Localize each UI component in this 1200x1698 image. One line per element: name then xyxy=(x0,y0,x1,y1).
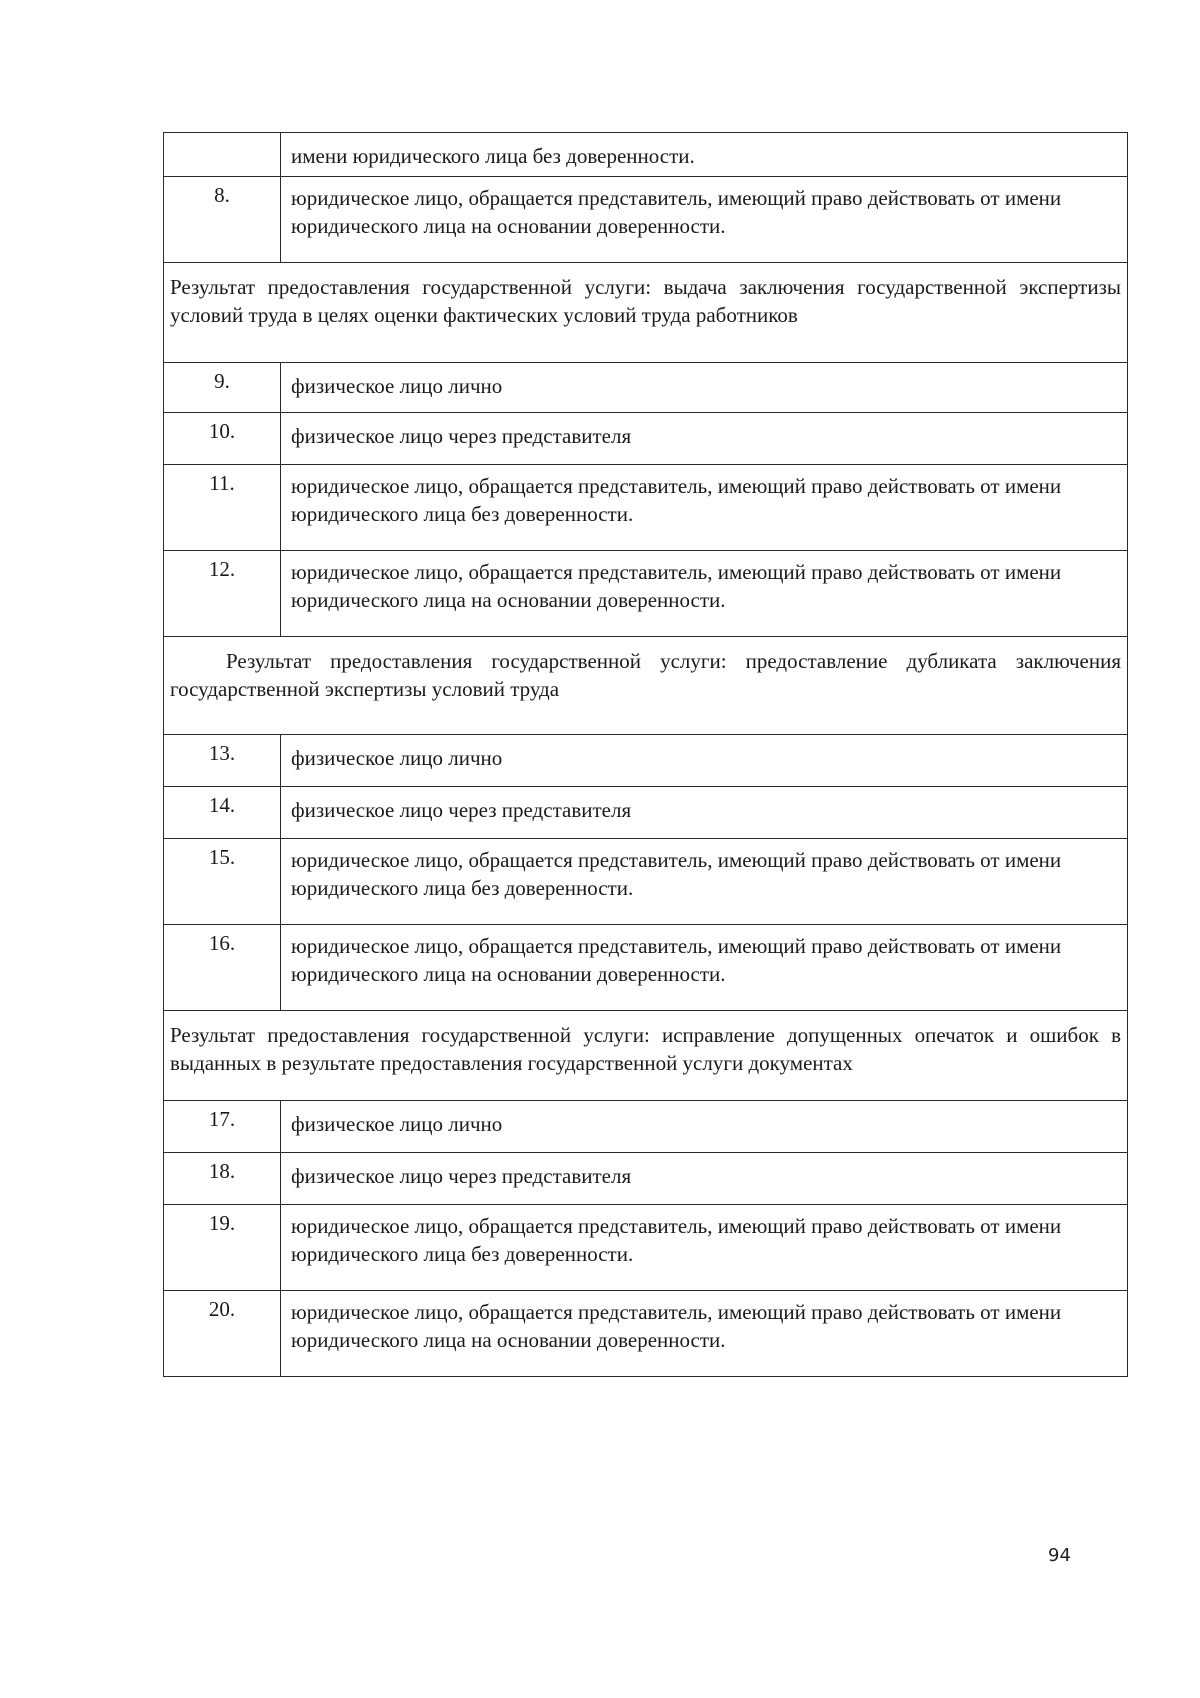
section-header-row xyxy=(164,637,1128,735)
row-text: юридическое лицо, обращается представитель, имеющий право действовать от имени юридического лица на основании доверенности. xyxy=(281,177,1128,263)
row-text: физическое лицо лично xyxy=(281,735,1128,787)
row-number: 18. xyxy=(164,1153,281,1205)
table-row xyxy=(164,839,1128,925)
variants-table xyxy=(163,132,1128,1377)
row-text: физическое лицо лично xyxy=(281,1101,1128,1153)
row-number: 16. xyxy=(164,925,281,1011)
table-row xyxy=(164,735,1128,787)
row-text: юридическое лицо, обращается представитель, имеющий право действовать от имени юридического лица на основании доверенности. xyxy=(281,1291,1128,1377)
table-row xyxy=(164,1153,1128,1205)
table-row xyxy=(164,177,1128,263)
section-header: Результат предоставления государственной услуги: предоставление дубликата заключения государственной экспертизы условий труда xyxy=(164,637,1128,735)
row-number: 11. xyxy=(164,465,281,551)
section-header: Результат предоставления государственной услуги: исправление допущенных опечаток и ошибок в выданных в результате предоставления государственной услуги документах xyxy=(164,1011,1128,1101)
row-text: физическое лицо через представителя xyxy=(281,413,1128,465)
table-row xyxy=(164,1101,1128,1153)
table-row xyxy=(164,465,1128,551)
row-text: имени юридического лица без доверенности. xyxy=(281,133,1128,177)
row-text: физическое лицо через представителя xyxy=(281,1153,1128,1205)
row-number xyxy=(164,133,281,177)
row-text: юридическое лицо, обращается представитель, имеющий право действовать от имени юридического лица без доверенности. xyxy=(281,839,1128,925)
row-text: юридическое лицо, обращается представитель, имеющий право действовать от имени юридического лица без доверенности. xyxy=(281,1205,1128,1291)
row-text: физическое лицо лично xyxy=(281,363,1128,413)
section-header-row xyxy=(164,263,1128,363)
row-text: юридическое лицо, обращается представитель, имеющий право действовать от имени юридического лица на основании доверенности. xyxy=(281,551,1128,637)
table-row xyxy=(164,551,1128,637)
row-number: 9. xyxy=(164,363,281,413)
row-number: 12. xyxy=(164,551,281,637)
row-number: 8. xyxy=(164,177,281,263)
row-number: 10. xyxy=(164,413,281,465)
table-row xyxy=(164,363,1128,413)
section-header: Результат предоставления государственной услуги: выдача заключения государственной экспертизы условий труда в целях оценки фактических условий труда работников xyxy=(164,263,1128,363)
page-number: 94 xyxy=(1048,1545,1071,1566)
row-number: 13. xyxy=(164,735,281,787)
row-text: юридическое лицо, обращается представитель, имеющий право действовать от имени юридического лица без доверенности. xyxy=(281,465,1128,551)
table-row xyxy=(164,133,1128,177)
table-row xyxy=(164,925,1128,1011)
row-number: 15. xyxy=(164,839,281,925)
section-header-row xyxy=(164,1011,1128,1101)
table-row xyxy=(164,1291,1128,1377)
table-row xyxy=(164,1205,1128,1291)
row-text: юридическое лицо, обращается представитель, имеющий право действовать от имени юридического лица на основании доверенности. xyxy=(281,925,1128,1011)
table-row xyxy=(164,787,1128,839)
row-number: 14. xyxy=(164,787,281,839)
row-number: 17. xyxy=(164,1101,281,1153)
row-number: 19. xyxy=(164,1205,281,1291)
row-number: 20. xyxy=(164,1291,281,1377)
row-text: физическое лицо через представителя xyxy=(281,787,1128,839)
table-row xyxy=(164,413,1128,465)
